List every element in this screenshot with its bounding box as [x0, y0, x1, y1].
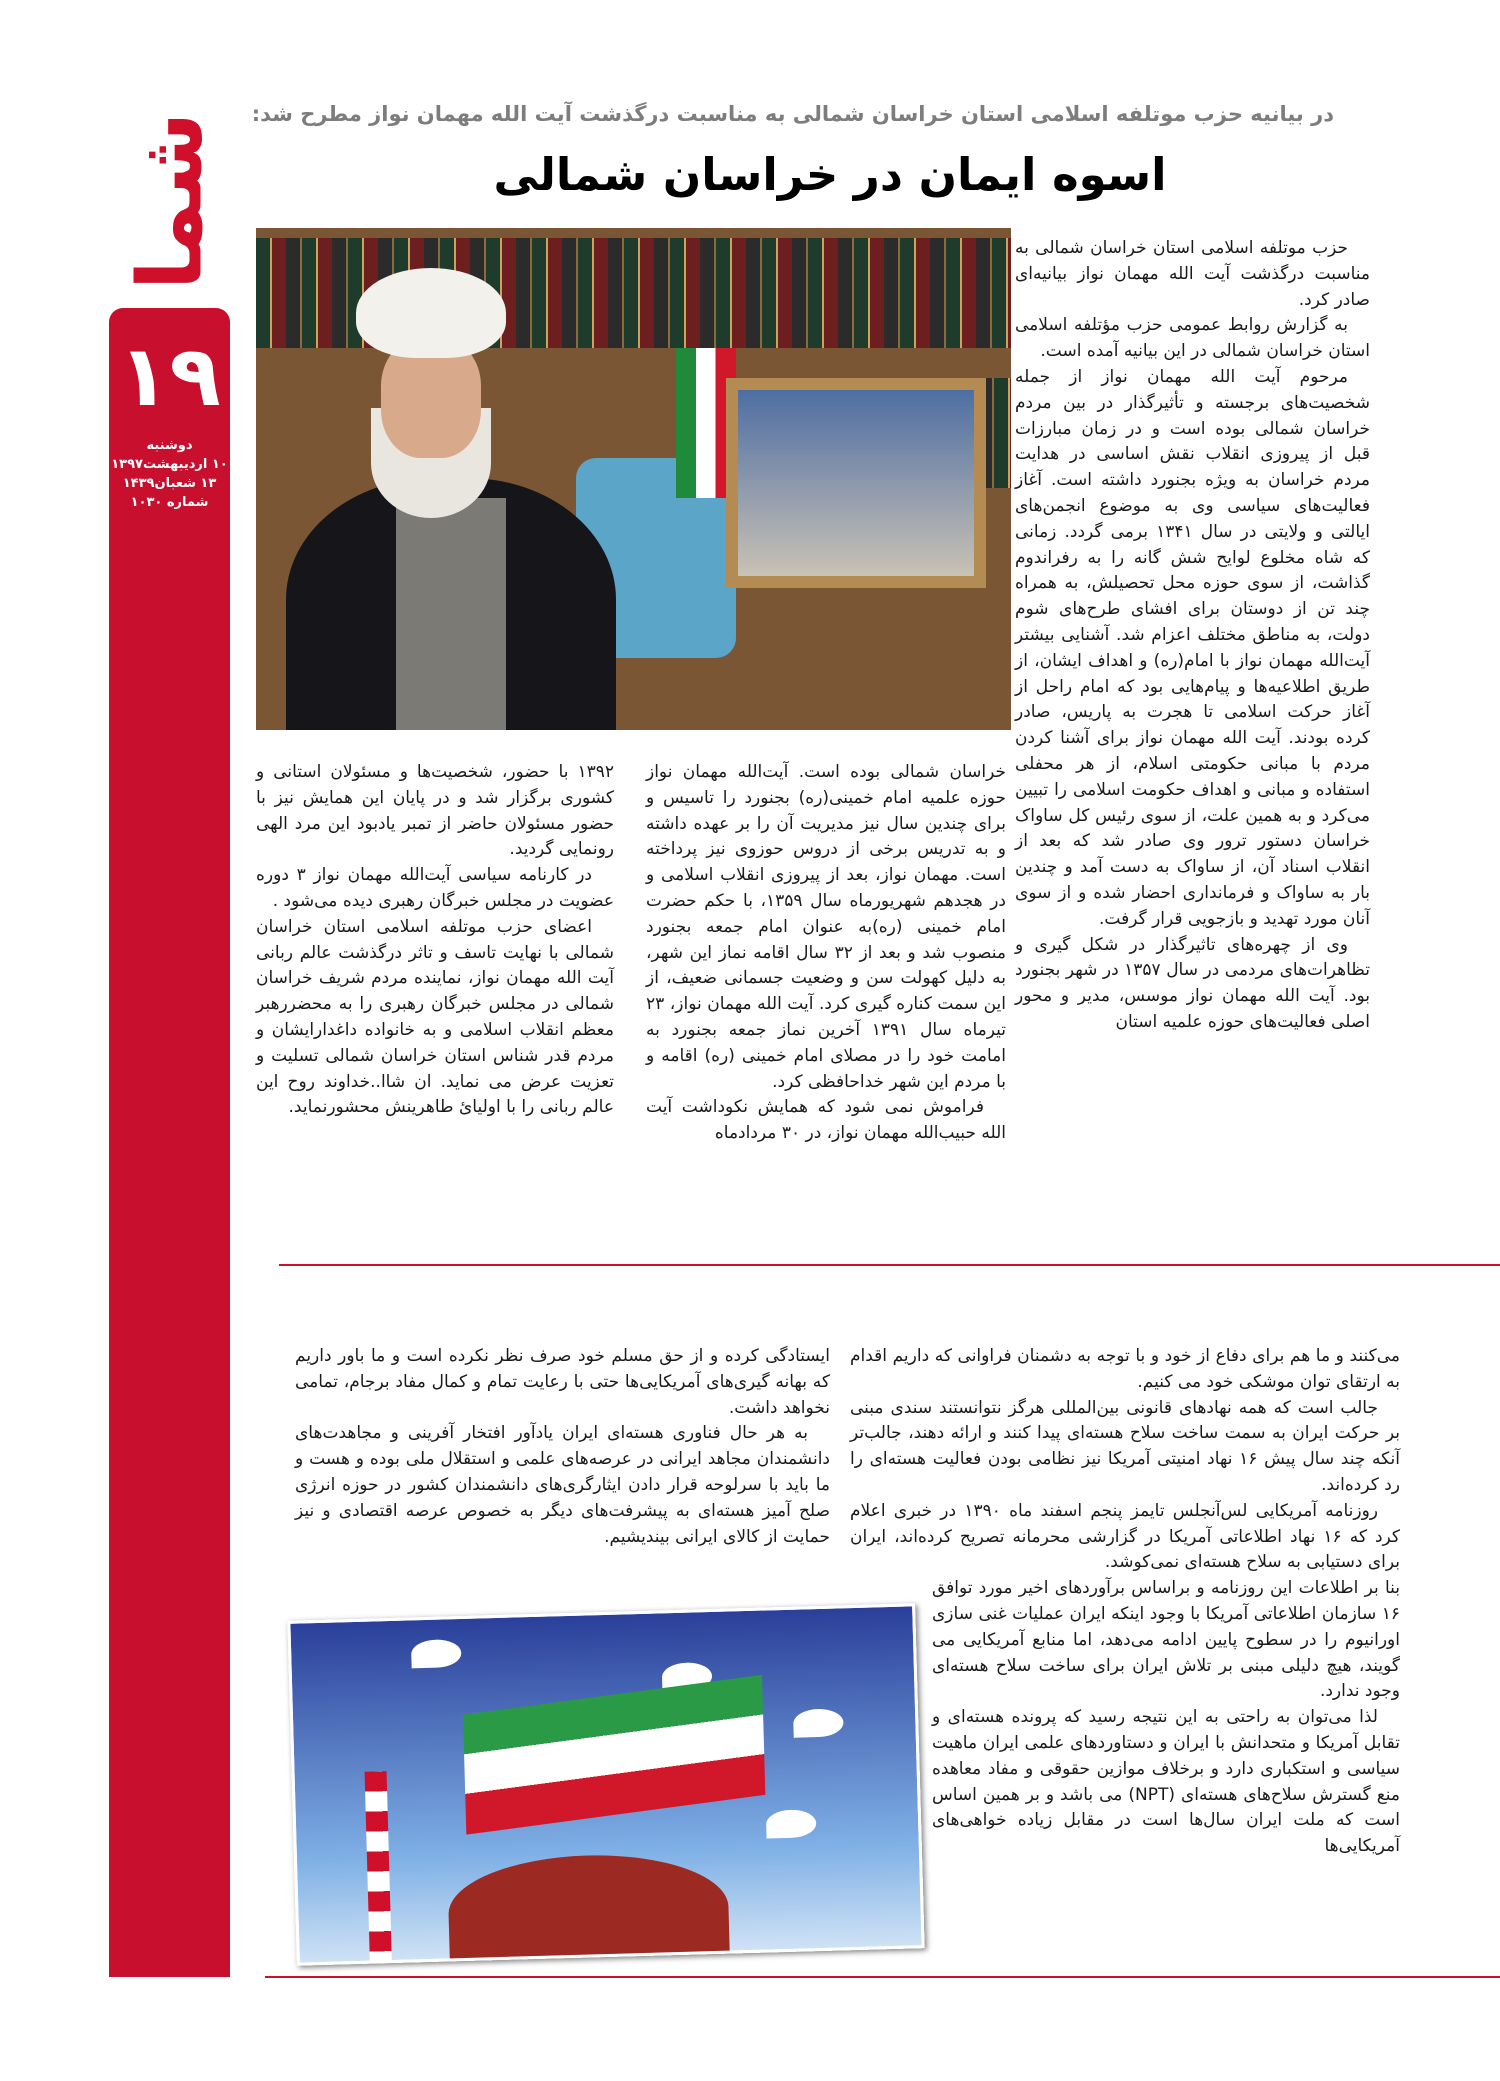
paragraph: بنا بر اطلاعات این روزنامه و براساس برآوردهای اخیر مورد توافق ۱۶ سازمان اطلاعاتی آمریکا با وجود اینکه ایران عملیات غنی سازی اورانیوم را در سطوح پایین ادامه می‌دهد، اما منابع آمریکایی می گویند، هیچ دلیلی مبنی بر تلاش ایران برای ساخت سلاح هسته‌ای وجود ندارد. [932, 1578, 1400, 1702]
paragraph: حزب موتلفه اسلامی استان خراسان شمالی به مناسبت درگذشت آیت الله مهمان نواز بیانیه‌ای صادر کرد. [1015, 238, 1370, 310]
issue-number: شماره ۱۰۳۰ [130, 495, 209, 510]
bottom-divider [265, 1976, 1500, 1978]
paragraph: جالب است که همه نهادهای قانونی بین‌المللی هرگز نتوانستند سندی مبنی بر حرکت ایران به سمت ساخت سلاح هسته‌ای پیدا کنند و ارائه دهند، جالب‌تر آنکه چند سال پیش ۱۶ نهاد امنیتی آمریکا نیز نظامی بودن فعالیت هسته‌ای را رد کرده‌اند. [850, 1397, 1400, 1495]
paragraph: روزنامه آمریکایی لس‌آنجلس تایمز پنجم اسفند ماه ۱۳۹۰ در خبری اعلام کرد که ۱۶ نهاد اطلاعاتی آمریکا در گزارشی محرمانه تصریح کرده‌اند، ایران برای دستیابی به سلاح هسته‌ای نمی‌کوشد. [850, 1500, 1401, 1573]
logo-lettering: شما [118, 111, 222, 291]
paragraph: مرحوم آیت الله مهمان نواز از جمله شخصیت‌های برجسته و تأثیرگذار در بین مردم خراسان شمالی بوده است و در زمان مبارزات قبل از پیروزی انقلاب نقش اساسی در هدایت مردم خراسان به ویژه بجنورد داشته است. آغاز فعالیت‌های سیاسی وی به موضوع انجمن‌های ایالتی و ولایتی در سال ۱۳۴۱ برمی گردد. زمانی که شاه مخلوع لوایح شش گانه را به رفراندوم گذاشت، از سوی حوزه محل تحصیلش، به همراه چند تن از دوستان برای افشای طرح‌های شوم دولت، به مناطق مختلف اعزام شد. آشنایی بیشتر آیت‌الله مهمان نواز با امام(ره) و اهداف ایشان، از طریق اطلاعیه‌ها و پیام‌هایی بود که امام راحل از آغاز حرکت اسلامی تا هجرت به پاریس، صادر کرده بودند. آیت الله مهمان نواز برای آشنا کردن مردم با مبانی حکومتی اسلام، از هر محفلی استفاده و مبانی و اهداف حکومت اسلامی را تبیین می‌کرد و به همین علت، از سوی رئیس کل ساواک خراسان دستور ترور وی صادر شد که بعد از انقلاب اسناد آن، از ساواک به دست آمد و چندین بار به ساواک و فرمانداری احضار شده و از سوی آنان مورد تهدید و بازجویی قرار گرفت. [1015, 366, 1370, 929]
article-kicker: در بیانیه حزب موتلفه اسلامی استان خراسان شمالی به مناسبت درگذشت آیت الله مهمان نواز مطرح شد: [251, 102, 1334, 126]
paragraph: خراسان شمالی بوده است. آیت‌الله مهمان نواز حوزه علمیه امام خمینی(ره) بجنورد را تاسیس و برای چندین سال نیز مدیریت آن را بر عهده داشته و به تدریس برخی از دروس حوزوی نیز پرداخته است. مهمان نواز، بعد از پیروزی انقلاب اسلامی و در هجدهم شهریورماه سال ۱۳۵۹، با حکم حضرت امام خمینی (ره)به عنوان امام جمعه بجنورد منصوب شد و بعد از ۳۲ سال اقامه نماز این شهر، به دلیل کهولت سن و وضعیت جسمانی ضعیف، از این سمت کناره گیری کرد. آیت الله مهمان نواز، ۲۳ تیرماه سال ۱۳۹۱ آخرین نماز جمعه بجنورد به امامت خود را در مصلای امام خمینی (ره) اقامه و با مردم این شهر خداحافظی کرد. [646, 762, 1006, 1092]
article2-column-right [850, 1344, 1400, 1996]
section-divider [279, 1264, 1500, 1266]
paragraph: ایستادگی کرده و از حق مسلم خود صرف نظر نکرده است و ما باور داریم که بهانه گیری‌های آمریکایی‌ها حتی با رعایت تمام و کمال مفاد برجام، تمامی نخواهد داشت. [295, 1346, 830, 1418]
article-headline: اسوه ایمان در خراسان شمالی [493, 148, 1167, 201]
weekday: دوشنبه [146, 438, 193, 453]
paragraph: به هر حال فناوری هسته‌ای ایران یادآور افتخار آفرینی و مجاهدت‌های دانشمندان مجاهد ایرانی در عرصه‌های علمی و استقلال ملی بوده و هست و ما باید با سرلوحه قرار دادن ایثارگری‌های دانشمندان کشور در حوزه انرژی صلح آمیز هسته‌ای به پیشرفت‌های دیگر به خصوص عرصه اقتصادی و نیز حمایت از کالای ایرانی بیندیشیم. [295, 1423, 830, 1547]
date-solar: ۱۰ اردیبهشت۱۳۹۷ [111, 457, 228, 472]
paragraph: وی از چهره‌های تاثیرگذار در شکل گیری و تظاهرات‌های مردمی در سال ۱۳۵۷ در شهر بجنورد بود. آیت الله مهمان نواز موسس، مدیر و محور اصلی فعالیت‌های حوزه علمیه استان [1015, 934, 1370, 1032]
page-sidebar [109, 308, 230, 1977]
date-lunar: ۱۳ شعبان۱۴۳۹ [122, 476, 217, 491]
cleric-portrait-photo [256, 228, 1011, 730]
nuclear-celebration-photo [287, 1603, 924, 1965]
reactor-tower [365, 1771, 392, 1962]
newspaper-logo [106, 96, 234, 306]
paragraph: در کارنامه سیاسی آیت‌الله مهمان نواز ۳ دوره عضویت در مجلس خبرگان رهبری دیده می‌شود . [256, 865, 614, 911]
iran-flag [463, 1675, 765, 1835]
article1-column-right [1015, 236, 1370, 1036]
paragraph: می‌کنند و ما هم برای دفاع از خود و با توجه به دشمنان فراوانی که داریم اقدام به ارتقای توان موشکی خود می کنیم. [850, 1346, 1400, 1392]
paragraph: اعضای حزب موتلفه اسلامی استان خراسان شمالی با نهایت تاسف و تاثر درگذشت عالم ربانی آیت الله مهمان نواز، نماینده مردم شریف خراسان شمالی در مجلس خبرگان رهبری را به محضررهبر معظم انقلاب اسلامی و به خانواده داغدارایشان و مردم قدر شناس استان خراسان شمالی تسلیت و تعزیت عرض می نماید. ان شاا..خداوند روح این عالم ربانی را با اولیائ طاهرینش محشورنماید. [256, 916, 614, 1118]
cleric-figure [286, 268, 616, 730]
portrait-frame [726, 378, 986, 588]
paragraph: ۱۳۹۲ با حضور، شخصیت‌ها و مسئولان استانی و کشوری برگزار شد و در پایان این همایش نیز با حضور مسئولان حاضر از تمبر یادبود این مرد الهی رونمایی گردید. [256, 762, 614, 860]
article1-column-left [256, 760, 614, 1121]
page-number: ۱۹ [118, 327, 221, 425]
paragraph: به گزارش روابط عمومی حزب مؤتلفه اسلامی استان خراسان شمالی در این بیانیه آمده است. [1015, 315, 1370, 362]
paragraph: فراموش نمی شود که همایش نکوداشت آیت الله حبیب‌الله مهمان نواز، در ۳۰ مردادماه [646, 1097, 1006, 1144]
article2-column-left [295, 1344, 830, 1550]
paragraph: لذا می‌توان به راحتی به این نتیجه رسید که پرونده هسته‌ای و تقابل آمریکا و متحدانش با ایران و دستاوردهای علمی ایران ماهیت سیاسی و استکباری دارد و برخلاف موازین حقوقی و مفاد معاهده منع گسترش سلاح‌های هسته‌ای (NPT) می باشد و بر همین اساس است که ملت ایران سال‌ها است در مقابل زیاده خواهی‌های آمریکایی‌ها [932, 1707, 1400, 1857]
people-group [447, 1852, 730, 1966]
article1-column-middle [646, 760, 1006, 1147]
